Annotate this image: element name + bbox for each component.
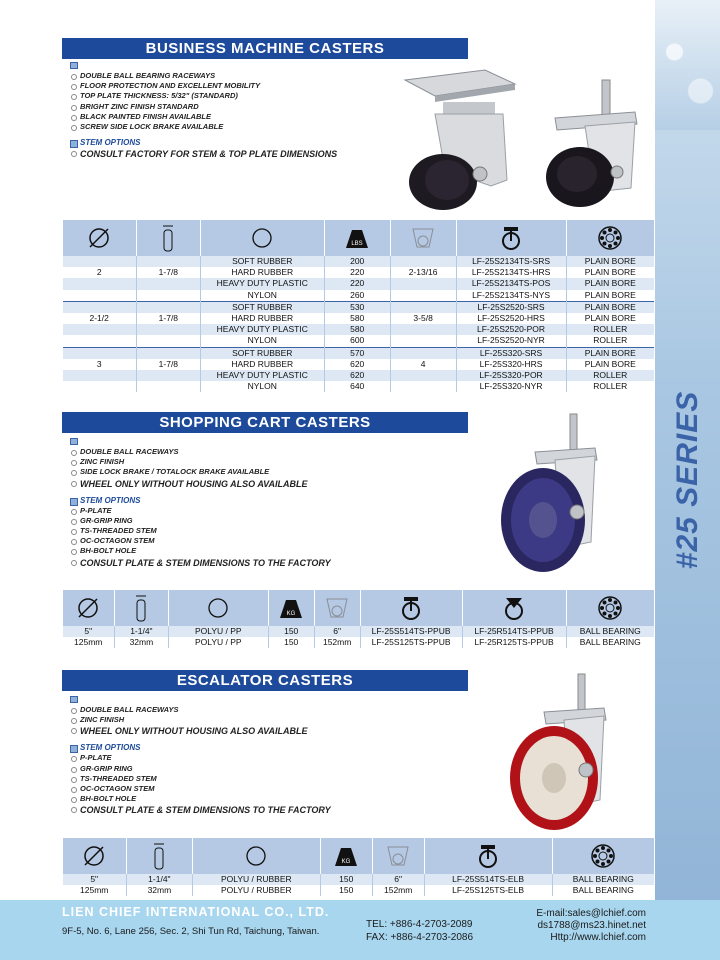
swivel-caster-icon <box>360 590 462 626</box>
table-cell <box>136 290 200 302</box>
table-cell: HEAVY DUTY PLASTIC <box>200 370 324 381</box>
email-link[interactable]: E-mail:sales@lchief.com <box>536 908 646 919</box>
table-cell <box>63 324 137 335</box>
table-cell: 152mm <box>372 885 424 896</box>
table-cell: BALL BEARING <box>566 637 654 648</box>
option-item: TS-THREADED STEM <box>70 526 390 536</box>
table-cell <box>63 335 137 347</box>
table-cell: ROLLER <box>566 324 654 335</box>
table-cell: HARD RUBBER <box>200 359 324 370</box>
swivel-caster-icon <box>456 220 566 256</box>
table-cell: LF-25S320-HRS <box>456 359 566 370</box>
table-cell: HARD RUBBER <box>200 313 324 324</box>
table-cell: BALL BEARING <box>552 874 654 885</box>
table-cell: SOFT RUBBER <box>200 301 324 313</box>
table-cell <box>390 324 456 335</box>
feature-item: DOUBLE BALL BEARING RACEWAYS <box>70 71 390 81</box>
escalator-features <box>70 696 390 816</box>
business-header: BUSINESS MACHINE CASTERS <box>62 38 468 59</box>
table-cell: 6" <box>314 626 360 637</box>
table-cell <box>136 324 200 335</box>
table-cell: LF-25S125TS-ELB <box>424 885 552 896</box>
bullet-square-icon <box>70 62 78 69</box>
table-cell <box>136 256 200 267</box>
table-row <box>63 335 655 347</box>
table-cell: 4 <box>390 359 456 370</box>
table-cell: HEAVY DUTY PLASTIC <box>200 324 324 335</box>
table-row <box>63 885 655 896</box>
table-row <box>63 313 655 324</box>
contact-block <box>498 908 646 944</box>
business-features <box>70 62 390 160</box>
table-cell: 1-7/8 <box>136 313 200 324</box>
table-cell: POLYU / PP <box>168 626 268 637</box>
material-icon <box>168 590 268 626</box>
option-item: OC-OCTAGON STEM <box>70 536 390 546</box>
table-cell: PLAIN BORE <box>566 359 654 370</box>
diameter-icon <box>63 838 127 874</box>
shopping-header: SHOPPING CART CASTERS <box>62 412 468 433</box>
table-cell: ROLLER <box>566 370 654 381</box>
table-cell: 150 <box>268 637 314 648</box>
table-cell: PLAIN BORE <box>566 290 654 302</box>
table-cell: 1-7/8 <box>136 267 200 278</box>
table-row <box>63 347 655 359</box>
feature-item: DOUBLE BALL RACEWAYS <box>70 705 390 715</box>
feature-item: ZINC FINISH <box>70 715 390 725</box>
table-cell: 600 <box>324 335 390 347</box>
table-cell: 125mm <box>63 637 115 648</box>
feature-item: WHEEL ONLY WITHOUT HOUSING ALSO AVAILABLE <box>70 725 390 737</box>
table-cell <box>136 347 200 359</box>
table-cell: ROLLER <box>566 381 654 392</box>
table-cell: BALL BEARING <box>552 885 654 896</box>
table-row <box>63 267 655 278</box>
table-cell: 150 <box>320 874 372 885</box>
stem-options-label: STEM OPTIONS <box>70 496 390 506</box>
feature-item: SIDE LOCK BRAKE / TOTALOCK BRAKE AVAILABLE <box>70 467 390 477</box>
table-cell: LF-25R125TS-PPUB <box>462 637 566 648</box>
table-cell: 260 <box>324 290 390 302</box>
feature-item: SCREW SIDE LOCK BRAKE AVAILABLE <box>70 122 390 132</box>
table-cell: LF-25S2520-SRS <box>456 301 566 313</box>
table-cell: 580 <box>324 324 390 335</box>
swivel-caster-icon <box>424 838 552 874</box>
table-cell <box>63 301 137 313</box>
table-cell: LF-25S2134TS-HRS <box>456 267 566 278</box>
table-cell: LF-25S2520-NYR <box>456 335 566 347</box>
table-cell: 125mm <box>63 885 127 896</box>
stem-options-label: STEM OPTIONS <box>70 138 390 148</box>
table-cell: PLAIN BORE <box>566 256 654 267</box>
feature-item: BRIGHT ZINC FINISH STANDARD <box>70 102 390 112</box>
table-cell: PLAIN BORE <box>566 301 654 313</box>
table-cell <box>63 290 137 302</box>
table-cell: SOFT RUBBER <box>200 347 324 359</box>
business-spec-table <box>62 220 654 392</box>
load-weight-icon <box>324 220 390 256</box>
company-address: 9F-5, No. 6, Lane 256, Sec. 2, Shi Tun Rd, Taichung, Taiwan. <box>62 926 320 937</box>
table-row <box>63 637 655 648</box>
table-row <box>63 256 655 267</box>
table-cell <box>63 347 137 359</box>
table-cell: 620 <box>324 359 390 370</box>
table-cell: 2 <box>63 267 137 278</box>
website-link[interactable]: Http://www.lchief.com <box>550 932 646 943</box>
table-cell <box>136 278 200 289</box>
svg-text:LBS: LBS <box>351 241 363 247</box>
option-item: GR-GRIP RING <box>70 764 390 774</box>
width-icon <box>114 590 168 626</box>
option-item: BH-BOLT HOLE <box>70 794 390 804</box>
table-icon-row <box>63 220 655 256</box>
table-row <box>63 370 655 381</box>
table-cell: 580 <box>324 313 390 324</box>
table-row <box>63 359 655 370</box>
table-cell: 640 <box>324 381 390 392</box>
table-cell: LF-25S320-POR <box>456 370 566 381</box>
table-cell: HEAVY DUTY PLASTIC <box>200 278 324 289</box>
table-cell: PLAIN BORE <box>566 347 654 359</box>
feature-item: DOUBLE BALL RACEWAYS <box>70 447 390 457</box>
table-cell: 1-1/4" <box>114 626 168 637</box>
option-item: CONSULT FACTORY FOR STEM & TOP PLATE DIMENSIONS <box>70 148 390 160</box>
height-icon <box>314 590 360 626</box>
table-cell: BALL BEARING <box>566 626 654 637</box>
phone-block <box>366 918 473 944</box>
table-cell: 570 <box>324 347 390 359</box>
option-item: CONSULT PLATE & STEM DIMENSIONS TO THE FACTORY <box>70 557 390 569</box>
table-cell <box>390 256 456 267</box>
table-cell: 200 <box>324 256 390 267</box>
table-cell <box>390 381 456 392</box>
table-cell: LF-25S2134TS-POS <box>456 278 566 289</box>
table-cell: NYLON <box>200 290 324 302</box>
table-cell <box>136 370 200 381</box>
option-item: OC-OCTAGON STEM <box>70 784 390 794</box>
table-cell <box>136 335 200 347</box>
company-name: LIEN CHIEF INTERNATIONAL CO., LTD. <box>62 905 330 919</box>
svg-text:KG: KG <box>341 859 351 865</box>
table-cell: 530 <box>324 301 390 313</box>
fax-number: FAX: +886-4-2703-2086 <box>366 932 474 943</box>
table-cell <box>63 381 137 392</box>
footer <box>0 900 720 960</box>
material-icon <box>200 220 324 256</box>
table-cell: 3 <box>63 359 137 370</box>
bearing-icon <box>566 590 654 626</box>
option-item: P-PLATE <box>70 506 390 516</box>
escalator-spec-table <box>62 838 654 896</box>
table-icon-row <box>63 590 655 626</box>
table-cell: 3-5/8 <box>390 313 456 324</box>
table-cell: 6" <box>372 874 424 885</box>
shopping-features <box>70 438 390 569</box>
table-cell: PLAIN BORE <box>566 313 654 324</box>
material-icon <box>192 838 320 874</box>
stem-options-label: STEM OPTIONS <box>70 743 390 753</box>
table-cell: LF-25S514TS-ELB <box>424 874 552 885</box>
email-link-2[interactable]: ds1788@ms23.hinet.net <box>537 920 646 931</box>
bullet-square-icon <box>70 696 78 703</box>
table-row <box>63 301 655 313</box>
table-cell: SOFT RUBBER <box>200 256 324 267</box>
table-cell <box>390 370 456 381</box>
feature-item: ZINC FINISH <box>70 457 390 467</box>
height-icon <box>390 220 456 256</box>
table-cell: LF-25S2134TS-SRS <box>456 256 566 267</box>
escalator-header: ESCALATOR CASTERS <box>62 670 468 691</box>
table-cell: 5" <box>63 874 127 885</box>
table-cell <box>63 370 137 381</box>
table-cell: NYLON <box>200 335 324 347</box>
table-cell: 32mm <box>114 637 168 648</box>
table-cell <box>136 381 200 392</box>
table-cell: PLAIN BORE <box>566 278 654 289</box>
feature-item: BLACK PAINTED FINISH AVAILABLE <box>70 112 390 122</box>
bearing-icon <box>566 220 654 256</box>
table-cell: 2-13/16 <box>390 267 456 278</box>
tel-number: TEL: +886-4-2703-2089 <box>366 919 473 930</box>
side-decoration <box>655 0 720 130</box>
option-item: GR-GRIP RING <box>70 516 390 526</box>
option-item: TS-THREADED STEM <box>70 774 390 784</box>
feature-item: WHEEL ONLY WITHOUT HOUSING ALSO AVAILABLE <box>70 478 390 490</box>
table-cell <box>390 347 456 359</box>
table-row <box>63 626 655 637</box>
table-cell: 5" <box>63 626 115 637</box>
option-item: BH-BOLT HOLE <box>70 546 390 556</box>
table-row <box>63 324 655 335</box>
table-cell: PLAIN BORE <box>566 267 654 278</box>
table-row <box>63 278 655 289</box>
option-item: CONSULT PLATE & STEM DIMENSIONS TO THE FACTORY <box>70 804 390 816</box>
table-cell <box>390 290 456 302</box>
business-caster-photo <box>395 62 655 212</box>
width-icon <box>136 220 200 256</box>
table-cell <box>63 256 137 267</box>
table-cell: LF-25S2520-POR <box>456 324 566 335</box>
load-weight-icon <box>268 590 314 626</box>
table-cell: 2-1/2 <box>63 313 137 324</box>
shopping-spec-table <box>62 590 654 648</box>
table-cell: LF-25S320-NYR <box>456 381 566 392</box>
table-cell: HARD RUBBER <box>200 267 324 278</box>
diameter-icon <box>63 590 115 626</box>
shopping-caster-photo <box>495 412 605 582</box>
feature-item: TOP PLATE THICKNESS: 5/32" (STANDARD) <box>70 91 390 101</box>
table-cell: LF-25R514TS-PPUB <box>462 626 566 637</box>
table-cell: 1-1/4" <box>126 874 192 885</box>
table-row <box>63 874 655 885</box>
brake-caster-icon <box>462 590 566 626</box>
table-cell: 152mm <box>314 637 360 648</box>
svg-text:KG: KG <box>286 611 296 617</box>
escalator-caster-photo <box>500 672 618 837</box>
table-cell: 1-7/8 <box>136 359 200 370</box>
series-label: #25 SERIES <box>671 390 704 570</box>
feature-item: FLOOR PROTECTION AND EXCELLENT MOBILITY <box>70 81 390 91</box>
diameter-icon <box>63 220 137 256</box>
table-cell: POLYU / RUBBER <box>192 885 320 896</box>
table-cell: ROLLER <box>566 335 654 347</box>
table-cell: POLYU / PP <box>168 637 268 648</box>
option-item: P-PLATE <box>70 753 390 763</box>
table-cell: POLYU / RUBBER <box>192 874 320 885</box>
table-cell: NYLON <box>200 381 324 392</box>
table-cell: 220 <box>324 267 390 278</box>
table-cell: 620 <box>324 370 390 381</box>
load-weight-icon <box>320 838 372 874</box>
table-cell <box>390 301 456 313</box>
table-cell: 32mm <box>126 885 192 896</box>
table-cell: 150 <box>320 885 372 896</box>
table-cell: 150 <box>268 626 314 637</box>
height-icon <box>372 838 424 874</box>
table-cell: LF-25S2134TS-NYS <box>456 290 566 302</box>
table-cell: LF-25S320-SRS <box>456 347 566 359</box>
table-cell <box>390 278 456 289</box>
table-cell: LF-25S514TS-PPUB <box>360 626 462 637</box>
width-icon <box>126 838 192 874</box>
table-icon-row <box>63 838 655 874</box>
table-row <box>63 381 655 392</box>
table-cell <box>63 278 137 289</box>
table-cell: 220 <box>324 278 390 289</box>
table-cell <box>390 335 456 347</box>
bullet-square-icon <box>70 438 78 445</box>
bearing-icon <box>552 838 654 874</box>
table-cell: LF-25S2520-HRS <box>456 313 566 324</box>
table-row <box>63 290 655 302</box>
table-cell <box>136 301 200 313</box>
table-cell: LF-25S125TS-PPUB <box>360 637 462 648</box>
